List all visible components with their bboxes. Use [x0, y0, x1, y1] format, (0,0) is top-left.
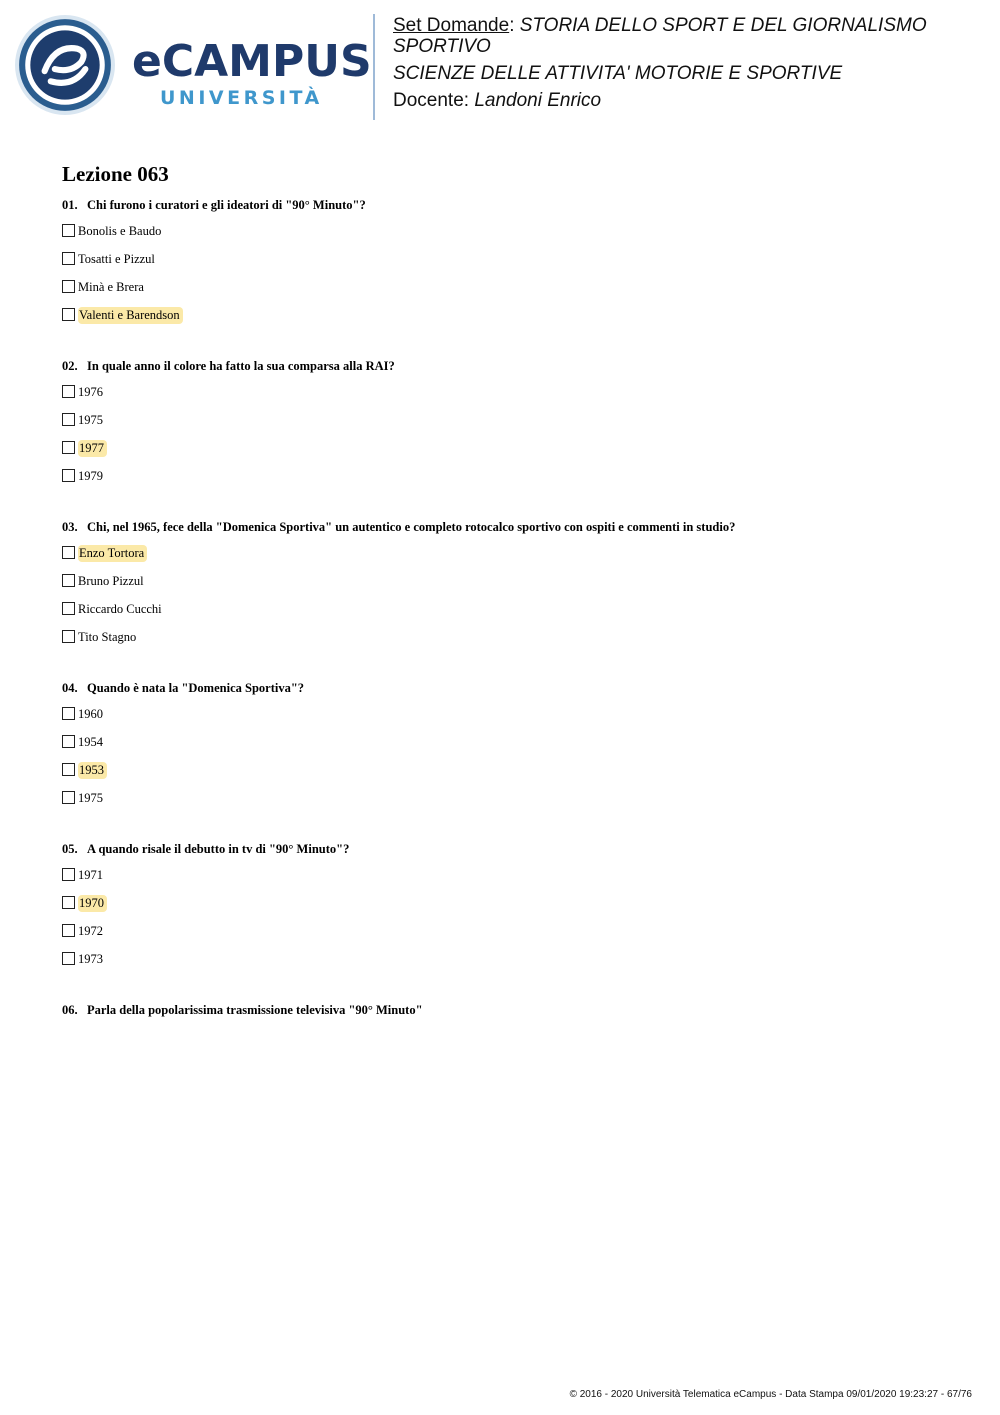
- answer-label: Bruno Pizzul: [78, 574, 144, 588]
- ecampus-logo: [14, 14, 372, 118]
- answer-label: 1960: [78, 707, 103, 721]
- answer-option[interactable]: [62, 923, 962, 951]
- answer-option[interactable]: [62, 223, 962, 251]
- answer-label: Minà e Brera: [78, 280, 144, 294]
- answer-checkbox[interactable]: [62, 413, 75, 426]
- question: [62, 1002, 962, 1018]
- answer-checkbox[interactable]: [62, 224, 75, 237]
- set-title-1: STORIA DELLO SPORT E DEL GIORNALISMO: [519, 15, 927, 36]
- answer-label: 1976: [78, 385, 103, 399]
- answer-label: 1975: [78, 791, 103, 805]
- question-number: 03.: [62, 520, 78, 534]
- answer-checkbox[interactable]: [62, 602, 75, 615]
- question-number: 06.: [62, 1003, 78, 1017]
- answer-option[interactable]: [62, 573, 962, 601]
- answer-option[interactable]: [62, 279, 962, 307]
- page-footer: © 2016 - 2020 Università Telematica eCampus - Data Stampa 09/01/2020 19:23:27 - 67/76: [569, 1389, 972, 1400]
- answer-label: 1975: [78, 413, 103, 427]
- answer-option[interactable]: [62, 951, 962, 979]
- question-label: Chi furono i curatori e gli ideatori di "90° Minuto"?: [87, 198, 366, 212]
- answer-option[interactable]: [62, 895, 962, 923]
- answer-checkbox[interactable]: [62, 868, 75, 881]
- answer-option[interactable]: [62, 734, 962, 762]
- questions-list: [62, 197, 962, 1041]
- header-info: [393, 15, 983, 111]
- question: [62, 841, 962, 979]
- question-text: [62, 197, 962, 213]
- question: [62, 519, 962, 657]
- answer-checkbox[interactable]: [62, 791, 75, 804]
- logo-subtitle: UNIVERSITÀ: [160, 87, 323, 109]
- answer-option[interactable]: [62, 706, 962, 734]
- header-divider: [373, 14, 375, 120]
- answer-label: 1954: [78, 735, 103, 749]
- answer-option[interactable]: [62, 251, 962, 279]
- answer-checkbox[interactable]: [62, 441, 75, 454]
- answer-label: Tosatti e Pizzul: [78, 252, 155, 266]
- answer-checkbox[interactable]: [62, 707, 75, 720]
- question-label: Chi, nel 1965, fece della "Domenica Sportiva" un autentico e completo rotocalco sportivo con ospiti e commenti in studio?: [87, 520, 736, 534]
- answer-option[interactable]: [62, 468, 962, 496]
- answer-option[interactable]: [62, 545, 962, 573]
- answer-label: 1971: [78, 868, 103, 882]
- answer-label: 1972: [78, 924, 103, 938]
- question: [62, 680, 962, 818]
- logo-wordmark: eCAMPUS: [132, 36, 372, 87]
- question-number: 01.: [62, 198, 78, 212]
- answer-checkbox[interactable]: [62, 469, 75, 482]
- question: [62, 358, 962, 496]
- answer-checkbox[interactable]: [62, 546, 75, 559]
- teacher-label: Docente:: [393, 90, 470, 111]
- answer-label-correct: 1977: [78, 440, 107, 457]
- answer-checkbox[interactable]: [62, 763, 75, 776]
- answer-checkbox[interactable]: [62, 952, 75, 965]
- question-label: Parla della popolarissima trasmissione televisiva "90° Minuto": [87, 1003, 423, 1017]
- question-label: In quale anno il colore ha fatto la sua comparsa alla RAI?: [87, 359, 395, 373]
- answer-option[interactable]: [62, 384, 962, 412]
- question-text: [62, 680, 962, 696]
- answer-option[interactable]: [62, 867, 962, 895]
- set-title-line: Set Domande: STORIA DELLO SPORT E DEL GIORNALISMO: [393, 15, 927, 36]
- answer-label-correct: 1953: [78, 762, 107, 779]
- question-label: Quando è nata la "Domenica Sportiva"?: [87, 681, 305, 695]
- answer-label: Tito Stagno: [78, 630, 137, 644]
- answer-option[interactable]: [62, 307, 962, 335]
- answer-checkbox[interactable]: [62, 280, 75, 293]
- question-text: [62, 841, 962, 857]
- set-title-2: SPORTIVO: [393, 36, 491, 57]
- answer-option[interactable]: [62, 601, 962, 629]
- answer-option[interactable]: [62, 762, 962, 790]
- answer-option[interactable]: [62, 440, 962, 468]
- question-number: 05.: [62, 842, 78, 856]
- question: [62, 197, 962, 335]
- answer-label: 1979: [78, 469, 103, 483]
- answer-checkbox[interactable]: [62, 252, 75, 265]
- answer-label-correct: 1970: [78, 895, 107, 912]
- answer-label: Bonolis e Baudo: [78, 224, 162, 238]
- question-label: A quando risale il debutto in tv di "90° Minuto"?: [87, 842, 350, 856]
- answer-checkbox[interactable]: [62, 385, 75, 398]
- question-text: [62, 1002, 962, 1018]
- answer-label: Riccardo Cucchi: [78, 602, 162, 616]
- answer-checkbox[interactable]: [62, 896, 75, 909]
- answer-label-correct: Valenti e Barendson: [78, 307, 183, 324]
- question-number: 04.: [62, 681, 78, 695]
- answer-checkbox[interactable]: [62, 735, 75, 748]
- question-text: [62, 358, 962, 374]
- answer-checkbox[interactable]: [62, 924, 75, 937]
- answer-checkbox[interactable]: [62, 574, 75, 587]
- teacher-name: Landoni Enrico: [474, 90, 602, 111]
- lesson-title: Lezione 063: [62, 162, 169, 186]
- teacher-line: [393, 90, 983, 111]
- answer-option[interactable]: [62, 790, 962, 818]
- answer-option[interactable]: [62, 412, 962, 440]
- set-label: Set Domande: [393, 15, 510, 36]
- ecampus-seal-icon: [14, 14, 116, 116]
- course-name: SCIENZE DELLE ATTIVITA' MOTORIE E SPORTIVE: [393, 63, 843, 84]
- answer-option[interactable]: [62, 629, 962, 657]
- question-text: [62, 519, 962, 535]
- answer-checkbox[interactable]: [62, 308, 75, 321]
- answer-label: 1973: [78, 952, 103, 966]
- answer-checkbox[interactable]: [62, 630, 75, 643]
- question-number: 02.: [62, 359, 78, 373]
- answer-label-correct: Enzo Tortora: [78, 545, 147, 562]
